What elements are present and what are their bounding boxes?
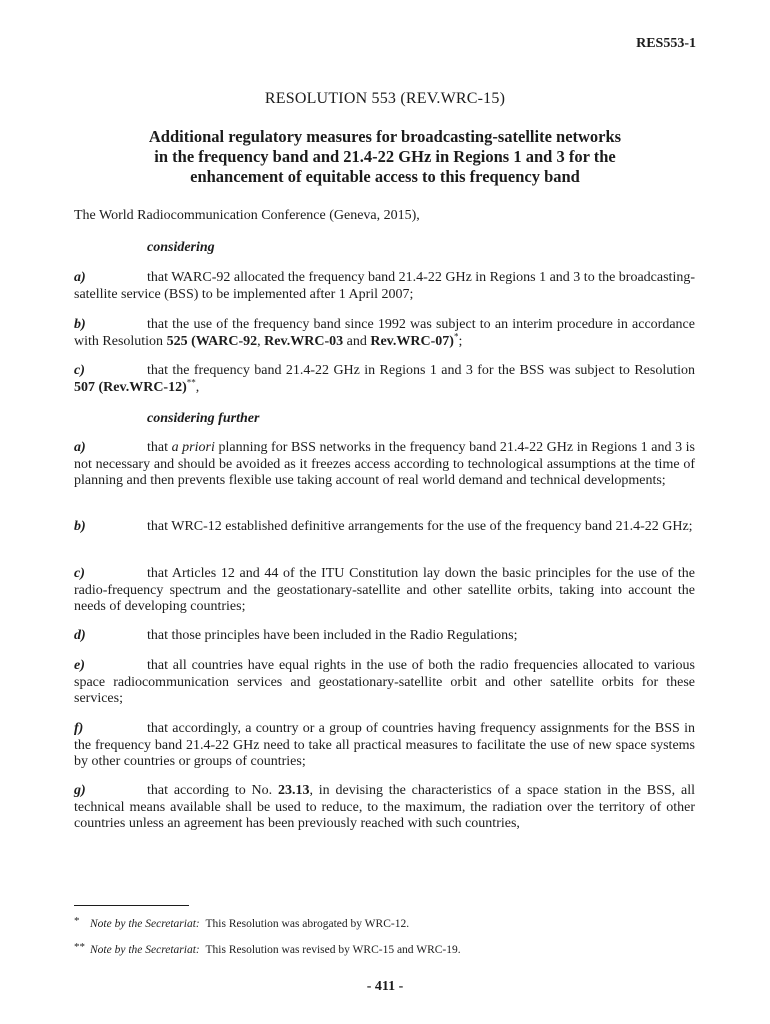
para-text: that according to No. [147,783,278,798]
title-line-1: Additional regulatory measures for broadcasting-satellite networks [148,127,622,146]
reference-rev-wrc-03: Rev.WRC-03 [264,333,344,349]
para-text: that Articles 12 and 44 of the ITU Constitution lay down the basic principles for the use of the radio-frequency spectrum and the geostationary-satellite and other satellite orbits, taking into account the needs of developing countries; [74,566,695,614]
para-label: e) [74,658,85,673]
considering-further-heading: considering further [147,411,260,426]
separator: and [343,333,371,349]
footnote-2 [74,941,461,956]
para-text: that those principles have been included in the Radio Regulations; [147,628,518,643]
considering-further-a [74,440,695,490]
reference-rev-wrc-07: Rev.WRC-07) [370,333,454,349]
footnote-mark: * [74,915,80,927]
resolution-number: RESOLUTION 553 (REV.WRC-15) [264,90,506,107]
para-text: that WRC-12 established definitive arrangements for the use of the frequency band 21.4-22 GHz; [147,519,693,534]
resolution-title [100,127,670,187]
para-text: that [147,440,172,455]
considering-further-e [74,658,695,708]
para-text: planning for BSS networks in the frequency band 21.4-22 GHz in Regions 1 and 3 is not necessary and should be avoided as it freezes access according to technological assumptions at the time of planning and then prevents flexible use taking account of real world demand and technical developments; [74,440,695,488]
footnote-text: This Resolution was revised by WRC-15 and WRC-19. [205,944,461,956]
considering-further-d [74,628,695,645]
reference-resolution-507: 507 (Rev.WRC-12) [74,379,187,395]
footnote-label: Note by the Secretariat: [90,944,200,956]
footnote-marker: ** [186,376,196,387]
considering-further-c [74,566,695,616]
footnote-divider [74,905,189,906]
considering-a [74,270,695,303]
reference-rr-23-13: 23.13 [277,783,310,798]
resolution-reference: RES553-1 [636,36,696,51]
considering-b [74,317,695,350]
preamble: The World Radiocommunication Conference (Geneva, 2015), [74,208,420,223]
punctuation: , [195,379,200,395]
para-label: b) [74,317,86,332]
reference-resolution-525: 525 (WARC-92 [166,333,258,349]
para-label: b) [74,519,86,534]
title-line-2: in the frequency band and 21.4-22 GHz in Regions 1 and 3 for the [154,147,616,166]
footnote-label: Note by the Secretariat: [90,918,200,930]
considering-further-g [74,783,695,833]
separator: , [257,333,265,349]
considering-heading: considering [147,240,215,255]
para-text: that WARC-92 allocated the frequency band 21.4-22 GHz in Regions 1 and 3 to the broadcasting-satellite service (BSS) to be implemented after 1 April 2007; [74,270,695,302]
para-text: , in devising the characteristics of a space station in the BSS, all technical means available shall be used to reduce, to the maximum, the radiation over the territory of other countries unless an agreement has been previously reached with such countries, [74,783,695,831]
para-label: c) [74,363,85,378]
para-label: a) [74,270,86,285]
para-text: that the frequency band 21.4-22 GHz in Regions 1 and 3 for the BSS was subject to Resolution [147,363,695,378]
punctuation: ; [458,333,463,349]
considering-further-b [74,519,695,536]
footnote-marker: * [453,330,459,341]
para-label: a) [74,440,86,455]
considering-further-f [74,721,695,771]
footnote-1 [74,915,409,930]
para-label: g) [74,783,86,798]
para-label: f) [74,721,84,736]
italic-phrase: a priori [171,440,215,455]
para-text: that the use of the frequency band since 1992 was subject to an interim procedure in accordance with Resolution [74,317,695,349]
title-line-3: enhancement of equitable access to this frequency band [190,167,580,186]
considering-c [74,363,695,396]
para-label: c) [74,566,85,581]
page-number: - 411 - [366,979,404,994]
para-text: that all countries have equal rights in the use of both the radio frequencies allocated to various space radiocommunication services and geostationary-satellite orbit and other satellite orbits for these services; [74,658,695,706]
para-label: d) [74,628,86,643]
footnote-mark: ** [74,941,85,953]
footnote-text: This Resolution was abrogated by WRC-12. [205,918,410,930]
para-text: that accordingly, a country or a group of countries having frequency assignments for the BSS in the frequency band 21.4-22 GHz need to take all practical measures to facilitate the use of new space systems by other countries or groups of countries; [74,721,695,769]
